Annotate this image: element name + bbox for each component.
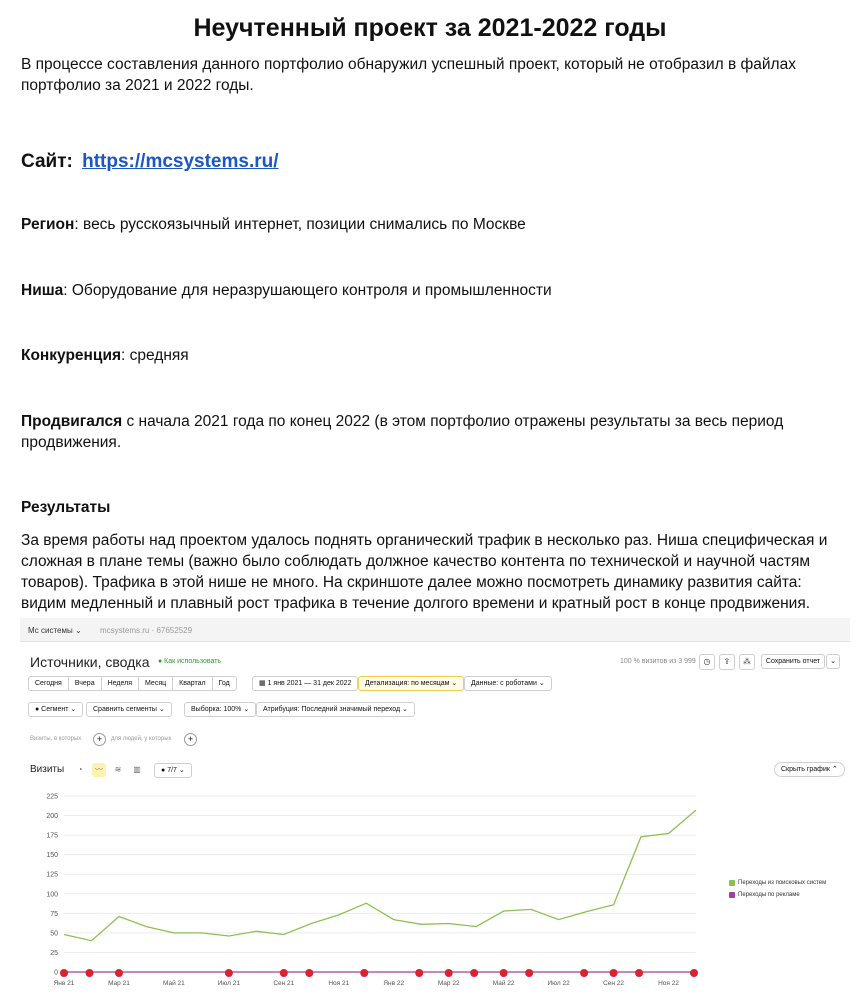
annotation-marker (610, 969, 618, 977)
legend-item[interactable] (729, 880, 826, 886)
annotation-marker (690, 969, 698, 977)
attribution-select[interactable]: Атрибуция: Последний значимый переход ⌄ (256, 702, 415, 717)
x-tick-label: Май 22 (492, 980, 515, 987)
hide-chart-button[interactable]: Скрыть график ⌃ (774, 762, 845, 777)
annotation-marker (360, 969, 368, 977)
export-icon[interactable]: ⇪ (719, 654, 735, 670)
y-tick-label: 175 (46, 832, 58, 840)
period-selector (28, 676, 237, 691)
chart-legend (729, 880, 826, 904)
intro-paragraph: В процессе составления данного портфолио обнаружил успешный проект, который не отобразил в файлах портфолио за 2021 и 2022 годы. (21, 56, 796, 94)
add-people-filter-icon[interactable]: + (184, 733, 197, 746)
x-tick-label: Ноя 22 (658, 980, 679, 987)
fact-competition (21, 345, 841, 366)
x-tick-label: Сен 21 (273, 980, 295, 987)
howto-link[interactable]: ● Как использовать (158, 658, 222, 665)
annotation-marker (635, 969, 643, 977)
x-tick-label: Мар 21 (108, 980, 130, 987)
x-tick-label: Янв 22 (383, 980, 405, 987)
clock-icon[interactable]: ◷ (699, 654, 715, 670)
legend-swatch-search (729, 880, 735, 886)
x-tick-label: Май 21 (163, 980, 185, 987)
fact-text: : средняя (121, 347, 189, 364)
y-tick-label: 50 (50, 930, 58, 938)
results-heading: Результаты (21, 499, 111, 516)
filter-people-label: для людей, у которых (111, 736, 172, 742)
period-yesterday[interactable]: Вчера (69, 677, 102, 690)
y-tick-label: 0 (54, 969, 58, 977)
x-tick-label: Мар 22 (437, 980, 460, 987)
filter-visits-label: Визиты, в которых (30, 736, 82, 742)
fact-label: Ниша (21, 282, 64, 299)
fact-region (21, 214, 841, 235)
legend-label-search: Переходы из поисковых систем (738, 880, 827, 886)
x-tick-label: Янв 21 (53, 980, 75, 987)
visits-line-chart (20, 786, 850, 1003)
results-paragraph: За время работы над проектом удалось поднять органический трафик в несколько раз. Ниша специфическая и сложная в плане темы (важно было соблюдать должное качество контента по технической и научной частям товаров). Трафика в этой нише не много. На скриншоте далее можно посмотреть динамику развития сайта: видим медленный и плавный рост трафика в течение долгого времени и кратный рост в конце продвижения. (21, 532, 828, 612)
fact-text: : Оборудование для неразрушающего контроля и промышленности (63, 282, 552, 299)
series-line (64, 810, 696, 941)
counter-id: mcsystems.ru · 67652529 (100, 626, 193, 635)
y-tick-label: 200 (46, 813, 58, 821)
date-range-picker[interactable]: ▦ 1 янв 2021 — 31 дек 2022 (252, 676, 358, 691)
series-count-select[interactable]: ● 7/7 ⌄ (154, 763, 192, 778)
period-month[interactable]: Месяц (139, 677, 173, 690)
fact-label: Конкуренция (21, 347, 122, 364)
fact-text: с начала 2021 года по конец 2022 (в этом портфолио отражены результаты за весь период продвижения. (21, 413, 784, 451)
legend-swatch-ads (729, 892, 735, 898)
fact-label: Продвигался (21, 413, 123, 430)
sample-select[interactable]: Выборка: 100% ⌄ (184, 702, 256, 717)
x-tick-label: Ноя 21 (328, 980, 350, 987)
y-tick-label: 225 (46, 793, 58, 801)
site-line (21, 151, 279, 173)
annotation-marker (280, 969, 288, 977)
period-quarter[interactable]: Квартал (173, 677, 212, 690)
segment-button[interactable]: ● Сегмент ⌄ (28, 702, 83, 717)
bar-chart-icon[interactable]: ▥ (133, 765, 141, 774)
save-report-button[interactable]: Сохранить отчет (761, 654, 825, 669)
fact-text: : весь русскоязычный интернет, позиции снимались по Москве (74, 216, 526, 233)
y-tick-label: 125 (46, 871, 58, 879)
line-chart-icon[interactable]: 〰 (92, 763, 106, 777)
site-label: Сайт: (21, 151, 73, 172)
report-title: Источники, сводка (30, 654, 150, 670)
add-visit-filter-icon[interactable]: + (93, 733, 106, 746)
compare-segments-button[interactable]: Сравнить сегменты ⌄ (86, 702, 172, 717)
period-week[interactable]: Неделя (102, 677, 139, 690)
x-tick-label: Июл 22 (547, 980, 570, 987)
metric-label: Визиты (30, 764, 65, 775)
fact-promoted (21, 411, 841, 453)
chevron-down-icon[interactable]: ⌄ (826, 654, 840, 669)
period-year[interactable]: Год (218, 680, 230, 687)
annotation-marker (445, 969, 453, 977)
annotation-marker (60, 969, 68, 977)
pie-chart-icon[interactable]: ◔ (77, 765, 83, 774)
y-tick-label: 75 (50, 910, 58, 918)
annotation-marker (415, 969, 423, 977)
metrica-screenshot (20, 618, 850, 1003)
site-link[interactable]: https://mcsystems.ru/ (82, 151, 279, 172)
legend-item[interactable] (729, 892, 826, 898)
legend-label-ads: Переходы по рекламе (738, 892, 800, 898)
x-tick-label: Сен 22 (603, 980, 625, 987)
y-tick-label: 25 (50, 949, 58, 957)
counter-selector[interactable]: Мс системы ⌄ (28, 626, 82, 635)
document-title: Неучтенный проект за 2021-2022 годы (193, 14, 667, 42)
share-icon[interactable]: ⁂ (739, 654, 755, 670)
fact-niche (21, 280, 841, 301)
annotation-marker (115, 969, 123, 977)
period-today[interactable]: Сегодня (29, 677, 69, 690)
annotation-marker (305, 969, 313, 977)
fact-label: Регион (21, 216, 75, 233)
series-count: 7/7 ⌄ (167, 767, 185, 774)
annotation-marker (525, 969, 533, 977)
counter-bar (20, 618, 850, 642)
area-chart-icon[interactable]: ≋ (114, 765, 122, 774)
date-range-text: 1 янв 2021 — 31 дек 2022 (267, 680, 352, 687)
detail-select[interactable]: Детализация: по месяцам ⌄ (358, 676, 464, 691)
annotation-marker (225, 969, 233, 977)
x-tick-label: Июл 21 (217, 980, 240, 987)
annotation-marker (85, 969, 93, 977)
annotation-marker (500, 969, 508, 977)
annotation-marker (580, 969, 588, 977)
annotation-marker (470, 969, 478, 977)
data-mode-select[interactable]: Данные: с роботами ⌄ (464, 676, 552, 691)
y-tick-label: 100 (46, 891, 58, 899)
y-tick-label: 150 (46, 852, 58, 860)
visits-share: 100 % визитов из 3 999 (620, 658, 696, 665)
